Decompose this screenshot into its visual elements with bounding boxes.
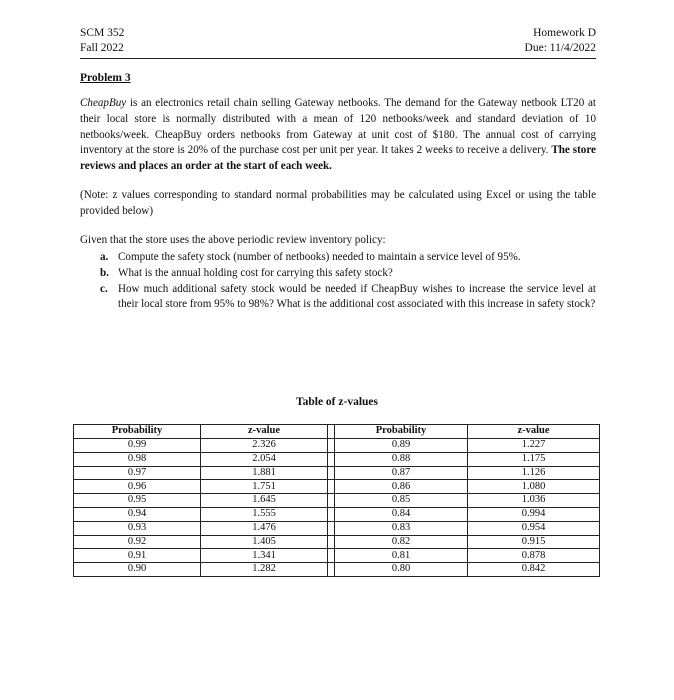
problem-lead: Given that the store uses the above periodic review inventory policy: [80,234,386,246]
column-gap [328,425,335,439]
problem-title: Problem 3 [80,72,131,84]
table-cell: 0.96 [74,480,201,494]
header-z-value: z-value [468,425,600,439]
column-gap [328,521,335,535]
question-letter: a. [100,251,109,263]
table-row [74,494,600,508]
table-cell: 1.341 [201,549,328,563]
table-cell: 2.326 [201,439,328,453]
course-code: SCM 352 [80,27,125,39]
table-cell: 0.95 [74,494,201,508]
table-cell: 0.954 [468,521,600,535]
company-name: CheapBuy [80,97,127,109]
table-row [74,521,600,535]
table-cell: 1.126 [468,466,600,480]
table-row [74,466,600,480]
question-list [80,250,596,313]
column-gap [328,535,335,549]
table-cell: 0.86 [335,480,468,494]
header-probability: Probability [335,425,468,439]
table-row [74,563,600,577]
question-text: How much additional safety stock would be needed if CheapBuy wishes to increase the service level at their local store from 95% to 98%? What is the additional cost associated with this increase in safety stock? [118,282,596,311]
table-cell: 1.227 [468,439,600,453]
table-cell: 0.915 [468,535,600,549]
table-cell: 1.282 [201,563,328,577]
column-gap [328,452,335,466]
course-term: Fall 2022 [80,42,124,54]
table-cell: 2.054 [201,452,328,466]
assignment-info [525,26,596,56]
table-header-row [74,425,600,439]
column-gap [328,549,335,563]
table-cell: 1.555 [201,507,328,521]
column-gap [328,480,335,494]
question-item [80,266,596,282]
problem-note: (Note: z values corresponding to standard normal probabilities may be calculated using Excel or using the table provided below) [80,189,596,217]
table-cell: 1.476 [201,521,328,535]
table-cell: 0.92 [74,535,201,549]
question-letter: b. [100,266,109,279]
table-cell: 0.91 [74,549,201,563]
question-letter: c. [100,282,108,295]
question-item [80,282,596,314]
table-cell: 0.878 [468,549,600,563]
table-row [74,439,600,453]
column-gap [328,466,335,480]
table-cell: 1.645 [201,494,328,508]
problem-intro [80,96,596,175]
table-title: Table of z-values [296,396,378,408]
intro-text: is an electronics retail chain selling Gateway netbooks. The demand for the Gateway netbook LT20 at their local store is normally distributed with a mean of 120 netbooks/week and standard deviation of 10 netbooks/week. CheapBuy orders netbooks from Gateway at unit cost of $180. The annual cost of carrying inventory at the store is 20% of the purchase cost per unit per year. It takes 2 weeks to receive a delivery. [80,97,596,157]
table-cell: 0.94 [74,507,201,521]
column-gap [328,439,335,453]
question-text: What is the annual holding cost for carrying this safety stock? [118,266,393,279]
column-gap [328,494,335,508]
table-row [74,480,600,494]
table-cell: 0.88 [335,452,468,466]
table-cell: 0.84 [335,507,468,521]
table-cell: 1.405 [201,535,328,549]
column-gap [328,563,335,577]
table-cell: 0.87 [335,466,468,480]
table-cell: 0.90 [74,563,201,577]
table-cell: 0.81 [335,549,468,563]
header-z-value: z-value [201,425,328,439]
table-row [74,507,600,521]
question-text: Compute the safety stock (number of netbooks) needed to maintain a service level of 95%. [118,251,521,263]
intro-bold-text: The store reviews and places an order at the start of each week. [80,144,596,173]
table-cell: 1.080 [468,480,600,494]
table-cell: 0.842 [468,563,600,577]
table-row [74,452,600,466]
table-cell: 0.994 [468,507,600,521]
table-cell: 1.751 [201,480,328,494]
assignment-name: Homework D [533,27,596,39]
table-cell: 0.82 [335,535,468,549]
table-cell: 0.89 [335,439,468,453]
table-cell: 1.175 [468,452,600,466]
table-cell: 0.98 [74,452,201,466]
table-cell: 0.99 [74,439,201,453]
table-row [74,535,600,549]
table-cell: 0.93 [74,521,201,535]
table-cell: 0.97 [74,466,201,480]
page-header [80,24,596,59]
course-info [80,26,124,56]
header-probability: Probability [74,425,201,439]
table-cell: 0.83 [335,521,468,535]
table-cell: 0.85 [335,494,468,508]
due-date: Due: 11/4/2022 [524,42,596,54]
table-cell: 0.80 [335,563,468,577]
table-row [74,549,600,563]
table-cell: 1.036 [468,494,600,508]
column-gap [328,507,335,521]
z-value-table [73,424,600,577]
question-item [80,250,596,266]
table-cell: 1.881 [201,466,328,480]
